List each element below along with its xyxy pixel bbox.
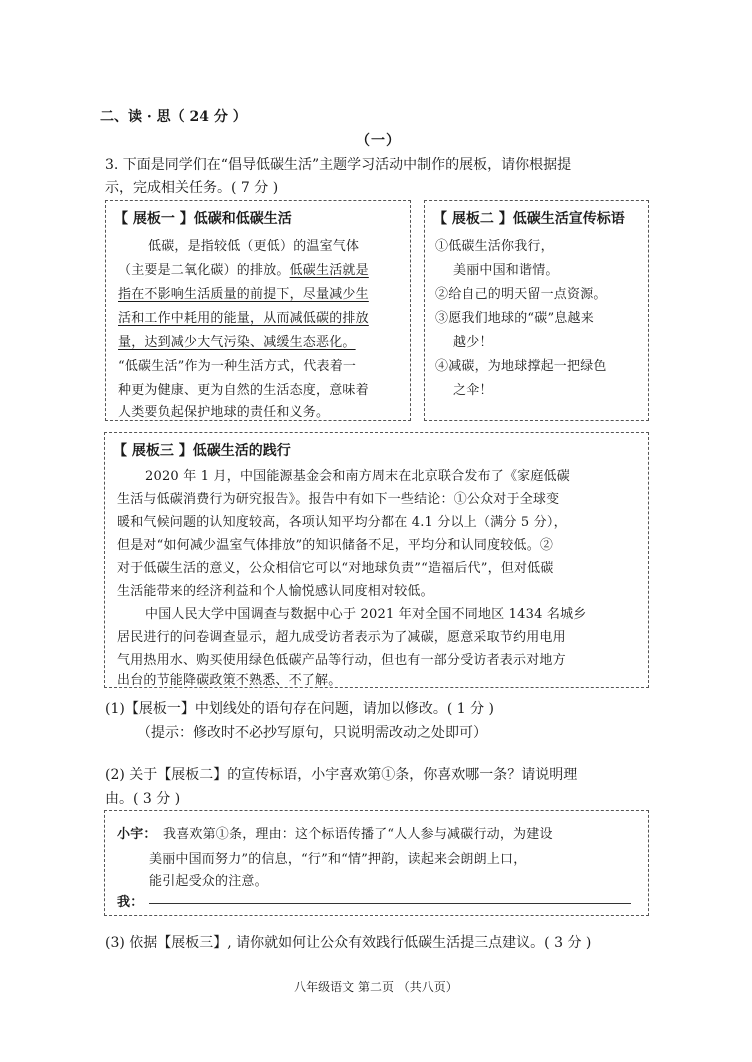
board-three-line: 生活与低碳消费行为研究报告》。报告中有如下一些结论：①公众对于全球变 <box>117 492 560 507</box>
page-footer: 八年级语文 第二页 （共八页） <box>294 980 458 994</box>
question-stem-line-1: 3. 下面是同学们在“倡导低碳生活”主题学习活动中制作的展板，请你根据提 <box>105 157 572 173</box>
answer-write-line[interactable] <box>149 903 631 904</box>
underlined-sentence: 指在不影响生活质量的前提下，尽量减少生 <box>118 287 369 302</box>
answer-line: 我喜欢第①条，理由：这个标语传播了“人人参与减碳行动，为建设 <box>163 827 553 842</box>
board-one-line: （主要是二氧化碳）的排放。低碳生活就是 <box>118 263 369 278</box>
underlined-sentence: 活和工作中耗用的能量，从而减低碳的排放 <box>118 311 369 326</box>
answer-line: 能引起受众的注意。 <box>149 874 268 889</box>
board-three-title: 【 展板三 】低碳生活的践行 <box>113 443 291 459</box>
board-three-line: 对于低碳生活的意义，公众相信它可以“对地球负责”“造福后代”，但对低碳 <box>117 561 554 576</box>
slogan-item: 美丽中国和谐情。 <box>453 263 559 278</box>
slogan-item: 越少！ <box>453 335 493 350</box>
board-one <box>105 200 411 421</box>
board-three-line: 2020 年 1 月，中国能源基金会和南方周末在北京联合发布了《家庭低碳 <box>145 469 570 484</box>
board-two <box>424 200 649 421</box>
question-stem-line-2: 示，完成相关任务。( 7 分 ) <box>105 180 279 196</box>
board-one-line: “低碳生活”作为一种生活方式，代表着一 <box>118 359 357 374</box>
section-heading: 二、读 · 思（ 24 分 ） <box>100 109 247 125</box>
board-one-line: 低碳，是指较低（更低）的温室气体 <box>148 239 360 254</box>
slogan-item: 之伞！ <box>453 383 493 398</box>
board-one-line: 人类要负起保护地球的责任和义务。 <box>118 405 330 420</box>
board-one-title: 【 展板一 】低碳和低碳生活 <box>114 211 292 227</box>
task-2-cont: 由。( 3 分 ) <box>105 791 181 807</box>
board-three <box>104 432 649 688</box>
board-three-line: 居民进行的问卷调查显示，超九成受访者表示为了减碳，愿意采取节约用电用 <box>117 630 566 645</box>
task-2: (2) 关于【展板二】的宣传标语，小宇喜欢第①条，你喜欢哪一条？请说明理 <box>105 767 578 783</box>
task-1: (1)【展板一】中划线处的语句存在问题，请加以修改。( 1 分 ) <box>105 701 495 717</box>
underlined-sentence: 低碳生活就是 <box>289 263 369 278</box>
answer-box <box>104 810 649 916</box>
board-three-line: 暖和气候问题的认知度较高，各项认知平均分都在 4.1 分以上（满分 5 分）， <box>117 515 567 530</box>
board-three-line: 生活能带来的经济利益和个人愉悦感认同度相对较低。 <box>117 584 434 599</box>
board-three-line: 出台的节能降碳政策不熟悉、不了解。 <box>117 673 342 688</box>
my-answer-label: 我： <box>117 895 144 910</box>
board-three-line: 中国人民大学中国调查与数据中心于 2021 年对全国不同地区 1434 名城乡 <box>145 607 587 622</box>
board-one-line: 种更为健康、更为自然的生活态度，意味着 <box>118 383 369 398</box>
board-three-line: 气用热用水、购买使用绿色低碳产品等行动，但也有一部分受访者表示对地方 <box>117 653 566 668</box>
speaker-label: 小宇： <box>117 827 157 842</box>
slogan-item: ③愿我们地球的“碳”息越来 <box>435 311 594 326</box>
underlined-sentence: 量，达到减少大气污染、减缓生态恶化。 <box>118 335 356 350</box>
answer-line: 美丽中国而努力”的信息，“行”和“情”押韵，读起来会朗朗上口， <box>149 852 527 867</box>
slogan-item: ④减碳，为地球撑起一把绿色 <box>435 359 607 374</box>
subsection-heading: （一） <box>356 133 401 149</box>
task-3: (3) 依据【展板三】, 请你就如何让公众有效践行低碳生活提三点建议。( 3 分 ) <box>105 935 592 951</box>
slogan-item: ②给自己的明天留一点资源。 <box>435 287 607 302</box>
slogan-item: ①低碳生活你我行， <box>435 239 554 254</box>
board-three-line: 但是对“如何减少温室气体排放”的知识储备不足，平均分和认同度较低。② <box>117 538 554 553</box>
board-two-title: 【 展板二 】低碳生活宣传标语 <box>433 211 625 227</box>
task-1-hint: （提示：修改时不必抄写原句，只说明需改动之处即可） <box>137 725 487 741</box>
